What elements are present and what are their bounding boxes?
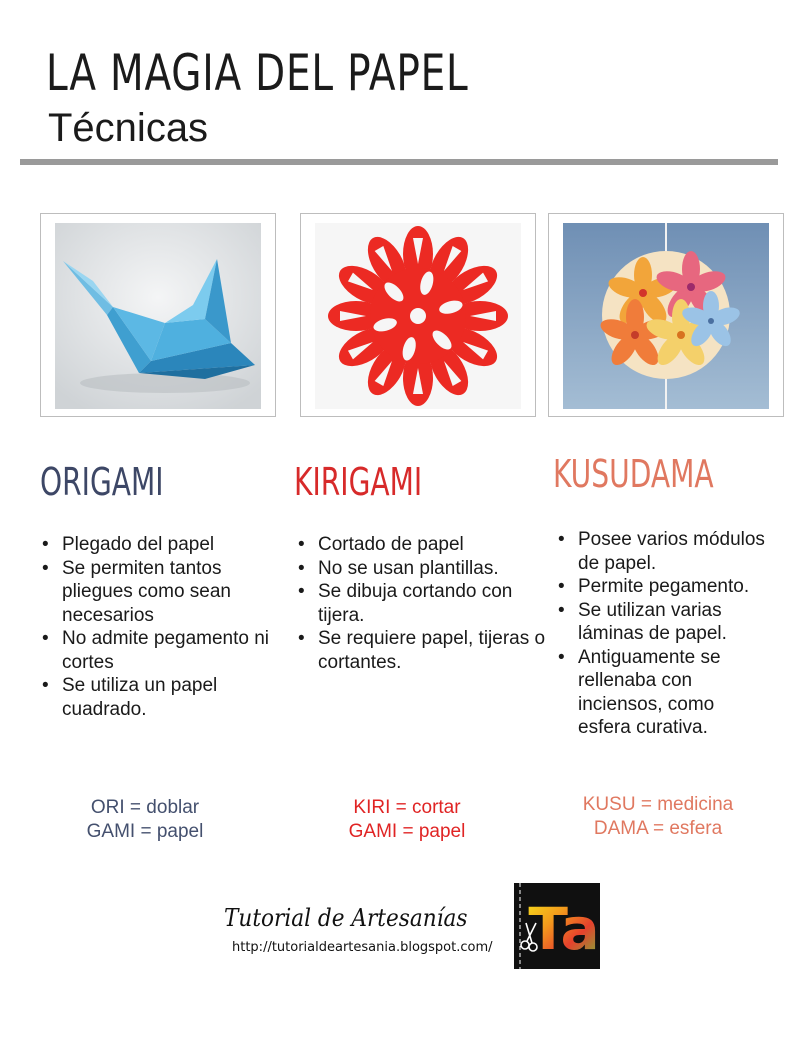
paper-cut-flower-image [315,223,521,409]
kusudama-image-frame [548,213,784,417]
header-divider [20,159,778,165]
list-item: • Plegado del papel [40,533,290,557]
kirigami-bullet-list [296,533,546,674]
meaning-line: ORI = doblar [90,797,200,818]
list-item: • No se usan plantillas. [296,557,546,581]
origami-meaning [60,796,230,844]
page-subtitle: Técnicas [48,106,209,150]
meaning-line: GAMI = papel [348,821,466,842]
list-item: • Permite pegamento. [556,575,771,599]
brand-logo [514,883,600,969]
kusudama-bullet-list [556,528,771,740]
kusudama-meaning [563,793,753,841]
list-item: • Se utiliza un papel cuadrado. [40,674,290,721]
list-item: • Se dibuja cortando con tijera. [296,580,546,627]
page-title: LA MAGIA DEL PAPEL [46,44,469,102]
origami-image-frame [40,213,276,417]
kirigami-meaning [322,796,492,844]
meaning-line: KIRI = cortar [353,797,461,818]
meaning-line: GAMI = papel [86,821,204,842]
origami-heading: ORIGAMI [40,460,164,504]
list-item: • Se utilizan varias láminas de papel. [556,599,771,646]
brand-url[interactable]: http://tutorialdeartesania.blogspot.com/ [232,940,493,955]
meaning-line: DAMA = esfera [593,818,723,839]
list-item: • Posee varios módulos de papel. [556,528,771,575]
paper-flower-ball-image [563,223,769,409]
kusudama-heading: KUSUDAMA [553,452,714,496]
list-item: • No admite pegamento ni cortes [40,627,290,674]
origami-bullet-list [40,533,290,721]
meaning-line: KUSU = medicina [582,794,734,815]
list-item: • Antiguamente se rellenaba con inciensos, como esfera curativa. [556,646,771,740]
paper-crane-image [55,223,261,409]
list-item: • Cortado de papel [296,533,546,557]
brand-name: Tutorial de Artesanías [224,904,468,932]
kirigami-heading: KIRIGAMI [294,460,423,504]
list-item: • Se permiten tantos pliegues como sean necesarios [40,557,290,628]
kirigami-image-frame [300,213,536,417]
logo-text: Ta [528,895,600,963]
list-item: • Se requiere papel, tijeras o cortantes. [296,627,546,674]
